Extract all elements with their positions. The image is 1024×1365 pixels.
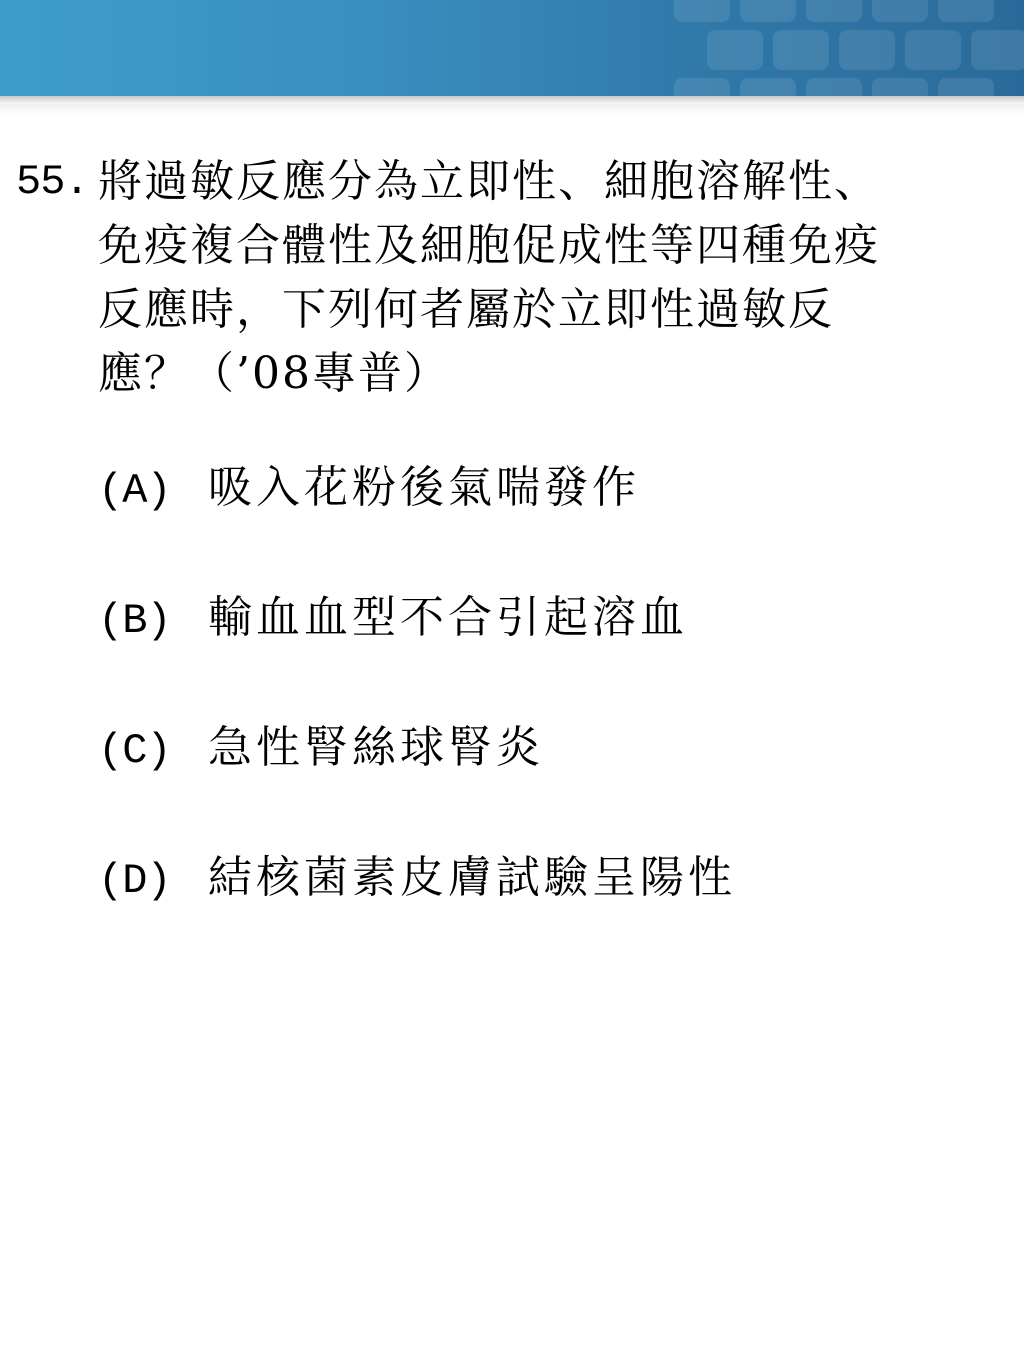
option-text: 急性腎絲球腎炎: [208, 722, 544, 773]
answer-options: [16, 456, 1006, 910]
option-d[interactable]: [98, 846, 1006, 910]
option-text: 輸血血型不合引起溶血: [208, 592, 688, 643]
option-b[interactable]: [98, 586, 1006, 650]
banner-shadow: [0, 104, 1024, 114]
banner-divider: [0, 96, 1024, 104]
question-block: [16, 150, 1006, 976]
option-label: (B): [98, 597, 171, 645]
option-text: 吸入花粉後氣喘發作: [208, 462, 640, 513]
banner-tile-pattern: [664, 0, 1024, 96]
option-text: 結核菌素皮膚試驗呈陽性: [208, 852, 736, 903]
question-line: 將過敏反應分為立即性、細胞溶解性、: [98, 156, 880, 207]
option-c[interactable]: [98, 716, 1006, 780]
option-label: (C): [98, 727, 171, 775]
question-line: 免疫複合體性及細胞促成性等四種免疫: [98, 220, 880, 271]
header-banner: [0, 0, 1024, 96]
question-number: 55.: [16, 158, 89, 206]
question: [16, 150, 1006, 406]
option-label: (D): [98, 857, 171, 905]
question-line: 應？（’08專普）: [98, 348, 450, 399]
option-a[interactable]: [98, 456, 1006, 520]
question-line: 反應時，下列何者屬於立即性過敏反: [98, 284, 834, 335]
question-text: [98, 150, 998, 406]
option-label: (A): [98, 467, 171, 515]
